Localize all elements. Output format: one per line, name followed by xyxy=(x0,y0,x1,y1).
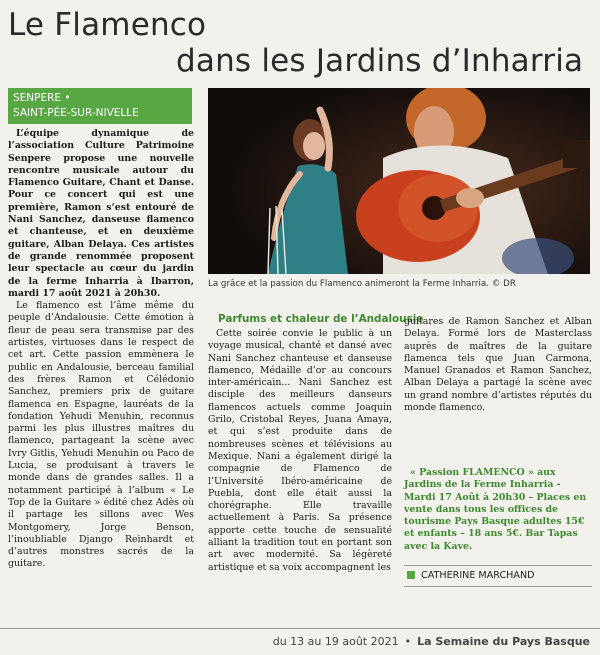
flamenco-photo xyxy=(208,88,590,274)
article-paragraph-2: Cette soirée convie le public à un voyage musical, chanté et dansé avec Nani Sanchez chanteuse et danseuse flamenco, Médaille d’or au concours inter-américain... Nani Sanchez est disciple des meilleurs danseurs flamencos actuels comme Joaquin Grilo, Cristobal Reyes, Juana Amaya, et qui s’est produite dans de nombreuses scènes et télévisions au Mexique. Nani a également dirigé la compagnie de Flamenco de l’Université Ibéro-américaine de Puebla, dont elle était aussi la chorégraphe. Elle travaille actuellement à Paris. Sa présence apporte cette touche de sensualité alliant la tradition tout en portant son art avec modernité. Sa légèreté artistique et sa voix accompagnent les xyxy=(208,328,392,573)
footer-rule xyxy=(0,628,600,629)
article-paragraph-3: guitares de Ramon Sanchez et Alban Delaya. Formé lors de Masterclass auprès de maîtres de la guitare flamenca tels que Juan Carmona, Manuel Granados et Ramon Sanchez, Alban Delaya a partagé la scène avec un grand nombre d’artistes réputés du monde flamenco. xyxy=(404,316,592,414)
page-footer xyxy=(273,634,590,650)
article-column-2 xyxy=(208,328,392,574)
photo-caption: La grâce et la passion du Flamenco animeront la Ferme Inharria. © DR xyxy=(208,279,516,289)
flamenco-illustration xyxy=(208,88,590,274)
footer-separator: • xyxy=(404,635,412,648)
article-column-1 xyxy=(8,128,194,571)
location-line-2: SAINT-PÉE-SUR-NIVELLE xyxy=(13,107,139,119)
event-info: « Passion FLAMENCO » aux Jardins de la Ferme Inharria - Mardi 17 Août à 20h30 – Places en vente dans tous les offices de tourisme Pays Basque adultes 15€ et enfants – 18 ans 5€. Bar Tapas avec la Kave. xyxy=(404,467,587,552)
section-subhead: Parfums et chaleur de l’Andalousie xyxy=(218,313,424,325)
green-square-icon xyxy=(407,571,415,579)
author-byline xyxy=(404,565,592,587)
article-column-3 xyxy=(404,316,592,414)
article-intro: L’équipe dynamique de l’association Culture Patrimoine Senpere propose une nouvelle rencontre musicale autour du Flamenco Guitare, Chant et Danse. Pour ce concert qui est une première, Ramon s’est entouré de Nani Sanchez, danseuse flamenco et chanteuse, et en deuxième guitare, Alban Delaya. Ces artistes de grande renommée proposent leur spectacle au cœur du jardin de la ferme Inharria à Ibarron, mardi 17 août 2021 à 20h30. xyxy=(8,128,194,299)
headline-line-1: Le Flamenco xyxy=(8,7,207,43)
location-tag xyxy=(8,88,192,124)
article-paragraph-1: Le flamenco est l’âme même du peuple d’Andalousie. Cette émotion à fleur de peau sera transmise par des artistes, virtuoses dans le respect de cet art. Cette passion emmènera le public en Andalousie, berceau familial des frères Ramon et Célédonio Sanchez, premiers prix de guitare flamenca en Espagne, lauréats de la fondation Yehudi Menuhin, reconnus parmi les plus illustres maîtres du flamenco, partageant la scène avec Ivry Gitlis, Yehudi Menuhin ou Paco de Lucia, se produisant à travers le monde dans de grandes salles. Il a notamment participé à l’album « Le Top de la Guitare » édité chez Adès où il partage les sillons avec Wes Montgomery, Jorge Benson, l’inoubliable Django Reinhardt et d’autres monstres sacrés de la guitare. xyxy=(8,300,194,570)
footer-dates: du 13 au 19 août 2021 xyxy=(272,635,399,648)
location-line-1: SENPERE • xyxy=(13,92,71,104)
headline-line-2: dans les Jardins d’Inharria xyxy=(176,43,584,79)
footer-publication: La Semaine du Pays Basque xyxy=(417,635,590,648)
author-name: CATHERINE MARCHAND xyxy=(421,570,535,581)
